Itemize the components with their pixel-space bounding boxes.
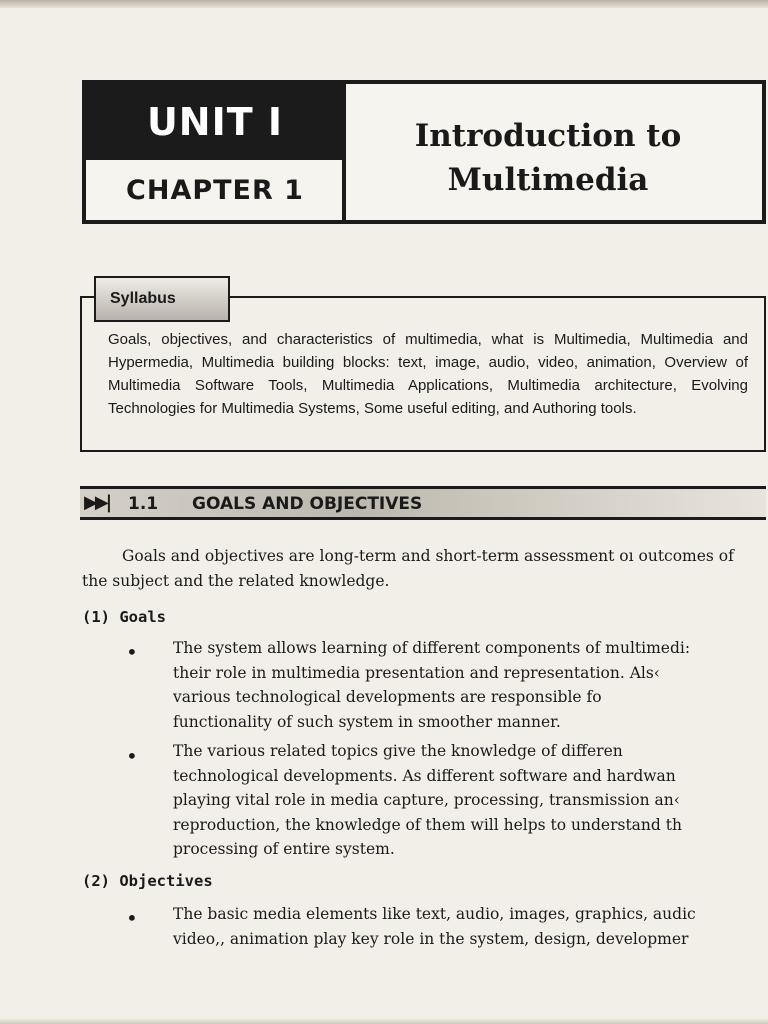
section-heading-bar bbox=[80, 486, 766, 520]
section-title: GOALS AND OBJECTIVES bbox=[192, 494, 423, 514]
intro-paragraph bbox=[82, 544, 762, 594]
page-bottom-edge bbox=[0, 1018, 768, 1024]
bullet-icon: • bbox=[126, 640, 138, 664]
unit-label: UNIT I bbox=[86, 84, 344, 160]
header-divider bbox=[342, 84, 346, 220]
chapter-title-line2: Multimedia bbox=[447, 162, 649, 198]
bullet-icon: • bbox=[126, 906, 138, 930]
goals-heading: (1) Goals bbox=[82, 608, 166, 626]
chapter-title-line1: Introduction to bbox=[414, 118, 682, 154]
bullet-icon: • bbox=[126, 744, 138, 768]
syllabus-label: Syllabus bbox=[94, 276, 230, 322]
goals-bullet-1: The system allows learning of different components of multimedi: their role in multimedia presentation and representation. Als‹ various technological developments are responsible fo functionality of such system in smoother manner. bbox=[173, 639, 691, 731]
chapter-title bbox=[348, 114, 748, 202]
section-number: 1.1 bbox=[128, 494, 159, 514]
objectives-bullet-1: The basic media elements like text, audio, images, graphics, audic video,, animation play key role in the system, design, developmer bbox=[173, 905, 696, 948]
objectives-heading: (2) Objectives bbox=[82, 872, 213, 890]
page-top-edge bbox=[0, 0, 768, 8]
intro-text: Goals and objectives are long-term and short-term assessment oı outcomes of the subject and the related knowledge. bbox=[82, 547, 734, 590]
chapter-label: CHAPTER 1 bbox=[126, 174, 304, 206]
fast-forward-icon: ▶▶| bbox=[84, 492, 110, 513]
syllabus-text: Goals, objectives, and characteristics of multimedia, what is Multimedia, Multimedia and Hypermedia, Multimedia building blocks: text, image, audio, video, animation, Overview of Multimedia Software Tools, Multimedia Applications, Multimedia architecture, Evolving Technologies for Multimedia Systems, Some useful editing, and Authoring tools. bbox=[108, 331, 748, 417]
goals-bullet-2: The various related topics give the knowledge of differen technological developments. As different software and hardwan playing vital role in media capture, processing, transmission an‹ reproduction, the knowledge of them will helps to understand th processing of entire system. bbox=[173, 742, 682, 858]
chapter-header bbox=[82, 80, 766, 224]
